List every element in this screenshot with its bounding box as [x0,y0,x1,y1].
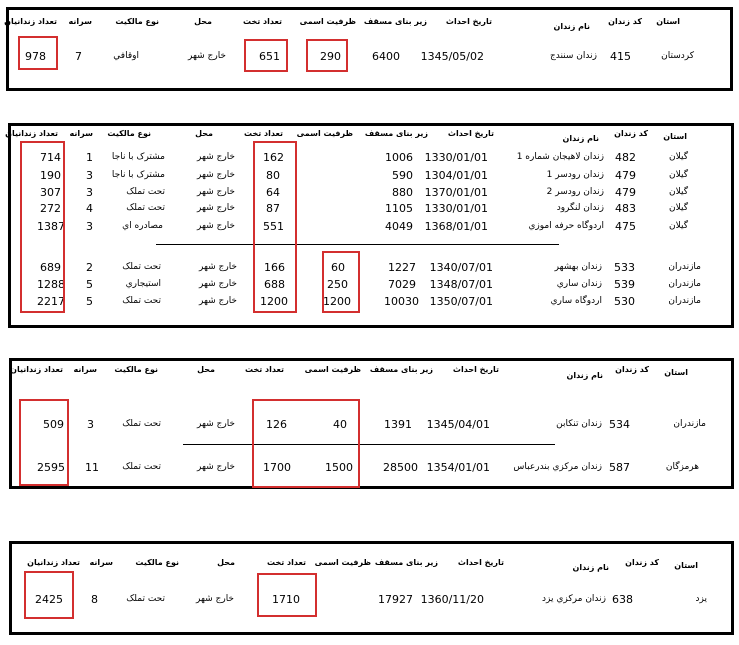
cell-name: زندان رودسر 1 [546,170,604,180]
header-saraneh: سرانه [68,17,92,26]
cell-zirbana: 1105 [385,202,413,215]
header-tarikh: تاریخ احداث [447,129,494,138]
cell-zendanian: 689 [40,261,61,274]
cell-zendanian: 307 [40,186,61,199]
cell-code: 479 [615,169,636,182]
cell-ostan: مازندران [668,279,701,289]
cell-takht: 64 [266,186,280,199]
cell-code: 533 [614,261,635,274]
header-saraneh: سرانه [73,365,97,374]
cell-code: 539 [614,278,635,291]
cell-code: 415 [610,50,631,63]
header-code: کد زندان [615,365,649,374]
cell-name: زندان لنگرود [556,203,604,213]
header-zarfiat: ظرفیت اسمی [314,558,371,567]
highlight-box-takht [253,141,297,313]
cell-code: 482 [615,151,636,164]
cell-takht: 166 [264,261,285,274]
cell-mahal: خارج شهر [188,51,226,61]
cell-name: زندان سنندج [549,51,597,61]
cell-zirbana: 6400 [372,50,400,63]
cell-takht: 126 [266,418,287,431]
cell-zendanian: 2425 [35,593,63,606]
cell-malekiat: تحت تملک [122,296,161,306]
cell-tarikh: 1350/07/01 [429,295,493,308]
header-ostan: استان [663,132,687,141]
cell-ostan: یزد [695,594,707,604]
cell-saraneh: 11 [85,461,99,474]
cell-zirbana: 28500 [383,461,418,474]
cell-tarikh: 1360/11/20 [420,593,484,606]
cell-mahal: خارج شهر [197,221,235,231]
header-ostan: استان [664,368,688,377]
header-zirbana: زیر بنای مسقف [374,558,438,567]
cell-code: 534 [609,418,630,431]
cell-ostan: گیلان [669,221,688,231]
header-zendanian: تعداد زندانیان [27,558,80,567]
cell-zirbana: 10030 [384,295,419,308]
cell-ostan: گیلان [669,187,688,197]
cell-mahal: خارج شهر [197,462,235,472]
header-tarikh: تاریخ احداث [457,558,504,567]
cell-zirbana: 4049 [385,220,413,233]
header-saraneh: سرانه [69,129,93,138]
header-name: نام زندان [572,563,609,572]
cell-zendanian: 272 [40,202,61,215]
table-panel-yazd [9,541,734,635]
cell-zirbana: 1391 [384,418,412,431]
header-takht: تعداد تخت [244,365,284,374]
cell-name: زندان مرکزي بندرعباس [513,462,602,472]
cell-tarikh: 1345/04/01 [426,418,490,431]
cell-tarikh: 1345/05/02 [420,50,484,63]
cell-zirbana: 17927 [378,593,413,606]
header-takht: تعداد تخت [243,129,283,138]
cell-ostan: گیلان [669,170,688,180]
cell-takht: 651 [259,50,280,63]
cell-saraneh: 5 [86,295,93,308]
cell-zendanian: 714 [40,151,61,164]
cell-takht: 1700 [263,461,291,474]
cell-zendanian: 1387 [37,220,65,233]
header-zarfiat: ظرفیت اسمی [296,129,353,138]
header-tarikh: تاریخ احداث [445,17,492,26]
cell-ostan: مازندران [668,262,701,272]
cell-malekiat: تحت تملک [122,462,161,472]
header-mahal: محل [195,129,213,138]
cell-zendanian: 509 [43,418,64,431]
header-zirbana: زیر بنای مسقف [363,17,427,26]
cell-code: 475 [615,220,636,233]
cell-saraneh: 4 [86,202,93,215]
cell-saraneh: 7 [75,50,82,63]
cell-takht: 688 [264,278,285,291]
header-mahal: محل [194,17,212,26]
header-mahal: محل [217,558,235,567]
cell-zirbana: 880 [392,186,413,199]
cell-tarikh: 1340/07/01 [429,261,493,274]
cell-mahal: خارج شهر [199,296,237,306]
header-mahal: محل [197,365,215,374]
header-ostan: استان [656,17,680,26]
cell-malekiat: مصادره اي [122,221,163,231]
cell-name: اردوگاه حرفه اموزي [528,221,604,231]
cell-zendanian: 190 [40,169,61,182]
highlight-box-zendanian [18,36,58,70]
cell-tarikh: 1370/01/01 [424,186,488,199]
cell-code: 587 [609,461,630,474]
cell-zarfiat: 1200 [323,295,351,308]
cell-zirbana: 1006 [385,151,413,164]
table-panel-gilan-mazandaran [5,123,734,328]
cell-tarikh: 1348/07/01 [429,278,493,291]
header-ostan: استان [674,561,698,570]
cell-ostan: گیلان [669,152,688,162]
cell-zendanian: 1288 [37,278,65,291]
header-zarfiat: ظرفیت اسمی [304,365,361,374]
highlight-box-zendanian [24,571,74,619]
highlight-box-zendanian [19,399,69,486]
cell-zarfiat: 250 [327,278,348,291]
cell-name: زندان رودسر 2 [546,187,604,197]
cell-name: زندان ساري [556,279,602,289]
cell-ostan: هرمزگان [665,462,699,472]
header-zendanian: تعداد زندانیان [4,17,57,26]
cell-name: زندان مرکزي یزد [542,594,606,604]
header-malekiat: نوع مالکیت [135,558,179,567]
cell-malekiat: تحت تملک [122,419,161,429]
cell-malekiat: استیجاري [125,279,161,289]
header-zendanian: تعداد زندانیان [5,129,58,138]
cell-mahal: خارج شهر [199,279,237,289]
cell-zendanian: 2217 [37,295,65,308]
cell-saraneh: 2 [86,261,93,274]
group-separator-line [156,244,559,245]
header-zarfiat: ظرفیت اسمی [299,17,356,26]
header-code: کد زندان [625,558,659,567]
cell-tarikh: 1368/01/01 [424,220,488,233]
cell-takht: 87 [266,202,280,215]
cell-code: 479 [615,186,636,199]
cell-zirbana: 590 [392,169,413,182]
cell-name: اردوگاه ساري [550,296,602,306]
cell-ostan: کردستان [661,51,694,61]
highlight-box-takht [244,39,288,72]
header-malekiat: نوع مالکیت [107,129,151,138]
cell-tarikh: 1330/01/01 [424,151,488,164]
group-separator-line [183,444,555,445]
header-zirbana: زیر بنای مسقف [369,365,433,374]
cell-zirbana: 7029 [388,278,416,291]
cell-mahal: خارج شهر [196,594,234,604]
header-tarikh: تاریخ احداث [452,365,499,374]
header-takht: تعداد تخت [266,558,306,567]
cell-takht: 1200 [260,295,288,308]
cell-saraneh: 1 [86,151,93,164]
cell-zirbana: 1227 [388,261,416,274]
cell-tarikh: 1354/01/01 [426,461,490,474]
cell-takht: 162 [263,151,284,164]
highlight-box-zarfiat [322,251,360,313]
cell-saraneh: 3 [86,220,93,233]
cell-name: زندان لاهیجان شماره 1 [516,152,604,162]
header-code: کد زندان [614,129,648,138]
table-panel-mazandaran-hormozgan [9,358,734,489]
header-name: نام زندان [553,22,590,31]
cell-takht: 80 [266,169,280,182]
header-takht: تعداد تخت [242,17,282,26]
cell-saraneh: 8 [91,593,98,606]
header-zendanian: تعداد زندانیان [10,365,63,374]
cell-takht: 1710 [272,593,300,606]
highlight-box-zarfiat [306,39,348,72]
header-malekiat: نوع مالکیت [114,365,158,374]
highlight-box-takht [257,573,317,617]
table-panel-kurdistan [6,7,733,91]
cell-malekiat: تحت تملک [126,203,165,213]
cell-saraneh: 3 [87,418,94,431]
cell-code: 483 [615,202,636,215]
cell-ostan: گیلان [669,203,688,213]
cell-tarikh: 1330/01/01 [424,202,488,215]
cell-zarfiat: 40 [333,418,347,431]
cell-malekiat: اوقافي [113,51,139,61]
cell-saraneh: 3 [86,186,93,199]
cell-malekiat: تحت تملک [126,594,165,604]
cell-mahal: خارج شهر [199,262,237,272]
cell-mahal: خارج شهر [197,203,235,213]
cell-malekiat: مشترک با ناجا [111,170,165,180]
cell-name: زندان تنکابن [556,419,602,429]
cell-malekiat: مشترک با ناجا [111,152,165,162]
cell-code: 530 [614,295,635,308]
cell-mahal: خارج شهر [197,419,235,429]
cell-takht: 551 [263,220,284,233]
cell-saraneh: 5 [86,278,93,291]
cell-malekiat: تحت تملک [122,262,161,272]
header-name: نام زندان [566,371,603,380]
cell-zarfiat: 1500 [325,461,353,474]
cell-mahal: خارج شهر [197,152,235,162]
cell-zendanian: 2595 [37,461,65,474]
cell-zarfiat: 290 [320,50,341,63]
header-name: نام زندان [562,134,599,143]
cell-code: 638 [612,593,633,606]
cell-ostan: مازندران [673,419,706,429]
cell-mahal: خارج شهر [197,187,235,197]
cell-malekiat: تحت تملک [126,187,165,197]
header-zirbana: زیر بنای مسقف [364,129,428,138]
header-code: کد زندان [608,17,642,26]
highlight-box-takht-zarfiat [252,399,360,488]
cell-tarikh: 1304/01/01 [424,169,488,182]
cell-zendanian: 978 [25,50,46,63]
highlight-box-zendanian [20,141,65,313]
cell-zarfiat: 60 [331,261,345,274]
cell-name: زندان بهشهر [554,262,602,272]
cell-ostan: مازندران [668,296,701,306]
header-malekiat: نوع مالکیت [115,17,159,26]
cell-mahal: خارج شهر [197,170,235,180]
header-saraneh: سرانه [89,558,113,567]
cell-saraneh: 3 [86,169,93,182]
